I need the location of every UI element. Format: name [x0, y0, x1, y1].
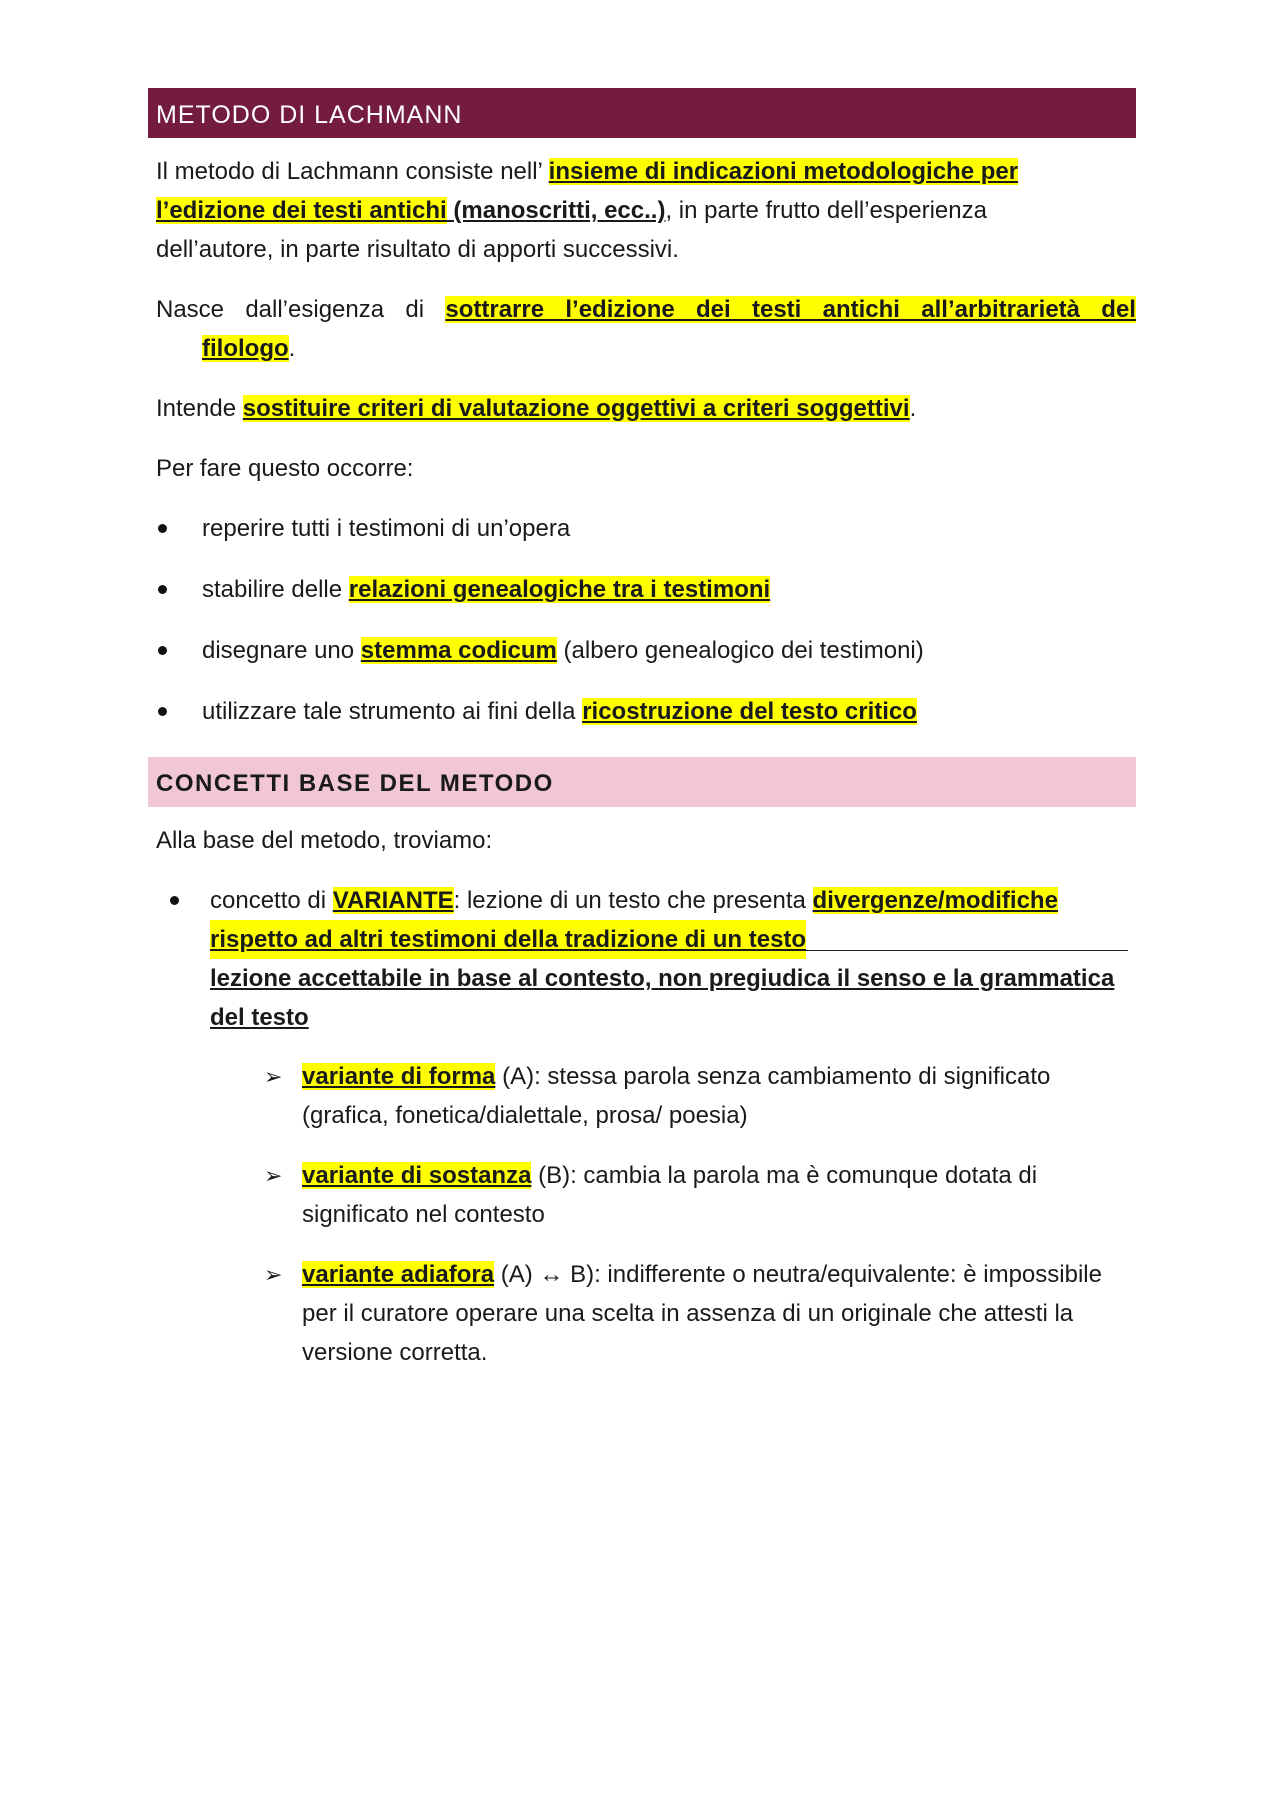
text: Nasce dall’esigenza di [156, 296, 446, 323]
heading-metodo-di-lachmann: METODO DI LACHMANN [148, 88, 1136, 138]
text: disegnare uno [202, 637, 361, 664]
highlight-text: variante di forma [302, 1063, 496, 1090]
highlight-text: variante di sostanza [302, 1162, 532, 1189]
paragraph-occorre: Per fare questo occorre: [156, 455, 414, 482]
bold-underline-text: (manoscritti, ecc..) [446, 197, 666, 224]
sub-bullet-list [148, 1057, 1136, 1372]
sub-list-item [148, 1156, 1136, 1234]
sub-list-item [148, 1057, 1136, 1135]
bullet-list [148, 509, 1136, 731]
highlight-text: divergenze/modifiche [812, 887, 1058, 914]
text: . [909, 395, 917, 422]
highlight-text: variante adiafora [302, 1261, 495, 1288]
list-item [148, 692, 1136, 731]
highlight-text: stemma codicum [360, 637, 557, 664]
bullet-dot-icon [158, 524, 167, 533]
highlight-text: sostituire criteri di valutazione oggettivi a criteri soggettivi [242, 395, 910, 422]
text: : lezione di un testo che presenta [453, 887, 813, 914]
bold-underline-text: del testo [210, 1004, 309, 1031]
arrow-bullet-icon: ➢ [264, 1064, 283, 1089]
highlight-text: insieme di indicazioni metodologiche per [548, 158, 1019, 185]
list-item [148, 509, 1136, 548]
bullet-dot-icon [158, 585, 167, 594]
bullet-dot-icon [170, 896, 179, 905]
text: , in parte frutto dell’esperienza [665, 197, 987, 224]
text: stabilire delle [202, 576, 349, 603]
highlight-text: sottrarre l’edizione dei testi antichi all’arbitrarietà del [445, 296, 1136, 323]
variante-line-2 [210, 920, 1128, 959]
text: (B): cambia la parola ma è comunque dotata di significato nel contesto [302, 1162, 1038, 1228]
paragraph-intende [148, 389, 1136, 428]
heading-concetti-base: CONCETTI BASE DEL METODO [148, 757, 1136, 807]
highlight-text: VARIANTE [332, 887, 454, 914]
text: (A) ↔ B): indifferente o neutra/equivalente: è impossibile per il curatore operare una scelta in assenza di un originale che attesti la versione corretta. [302, 1261, 1102, 1366]
list-item [148, 570, 1136, 609]
text: (albero genealogico dei testimoni) [556, 637, 924, 664]
text: utilizzare tale strumento ai fini della [202, 698, 583, 725]
bullet-dot-icon [158, 646, 167, 655]
text: dell’autore, in parte risultato di apporti successivi. [156, 236, 679, 263]
sub-list-item [148, 1255, 1136, 1372]
highlight-text: relazioni genealogiche tra i testimoni [348, 576, 771, 603]
arrow-bullet-icon: ➢ [264, 1163, 283, 1188]
paragraph-nasce [148, 290, 1136, 329]
highlight-text: filologo [202, 335, 289, 362]
variante-line-1 [210, 881, 1128, 920]
text: concetto di [210, 887, 333, 914]
underline-fill [806, 920, 1128, 951]
text: Intende [156, 395, 243, 422]
paragraph-definition [148, 152, 1136, 269]
document-body [148, 88, 1136, 1393]
highlight-text: l’edizione dei testi antichi [156, 197, 447, 224]
text: reperire tutti i testimoni di un’opera [202, 515, 571, 542]
paragraph-alla-base: Alla base del metodo, troviamo: [156, 827, 493, 854]
highlight-text: rispetto ad altri testimoni della tradizione di un testo [210, 920, 806, 959]
list-item-variante [148, 881, 1136, 1037]
list-item [148, 631, 1136, 670]
text: Il metodo di Lachmann consiste nell’ [156, 158, 549, 185]
arrow-bullet-icon: ➢ [264, 1262, 283, 1287]
text: . [288, 335, 296, 362]
paragraph-nasce-continuation [148, 329, 1136, 368]
highlight-text: ricostruzione del testo critico [582, 698, 917, 725]
bold-underline-text: lezione accettabile in base al contesto, non pregiudica il senso e la grammatica [210, 965, 1115, 992]
variante-line-4 [210, 998, 1128, 1037]
text: (A): stessa parola senza cambiamento di significato (grafica, fonetica/dialettale, prosa/ poesia) [302, 1063, 1051, 1129]
variante-line-3 [210, 959, 1128, 998]
bullet-dot-icon [158, 707, 167, 716]
